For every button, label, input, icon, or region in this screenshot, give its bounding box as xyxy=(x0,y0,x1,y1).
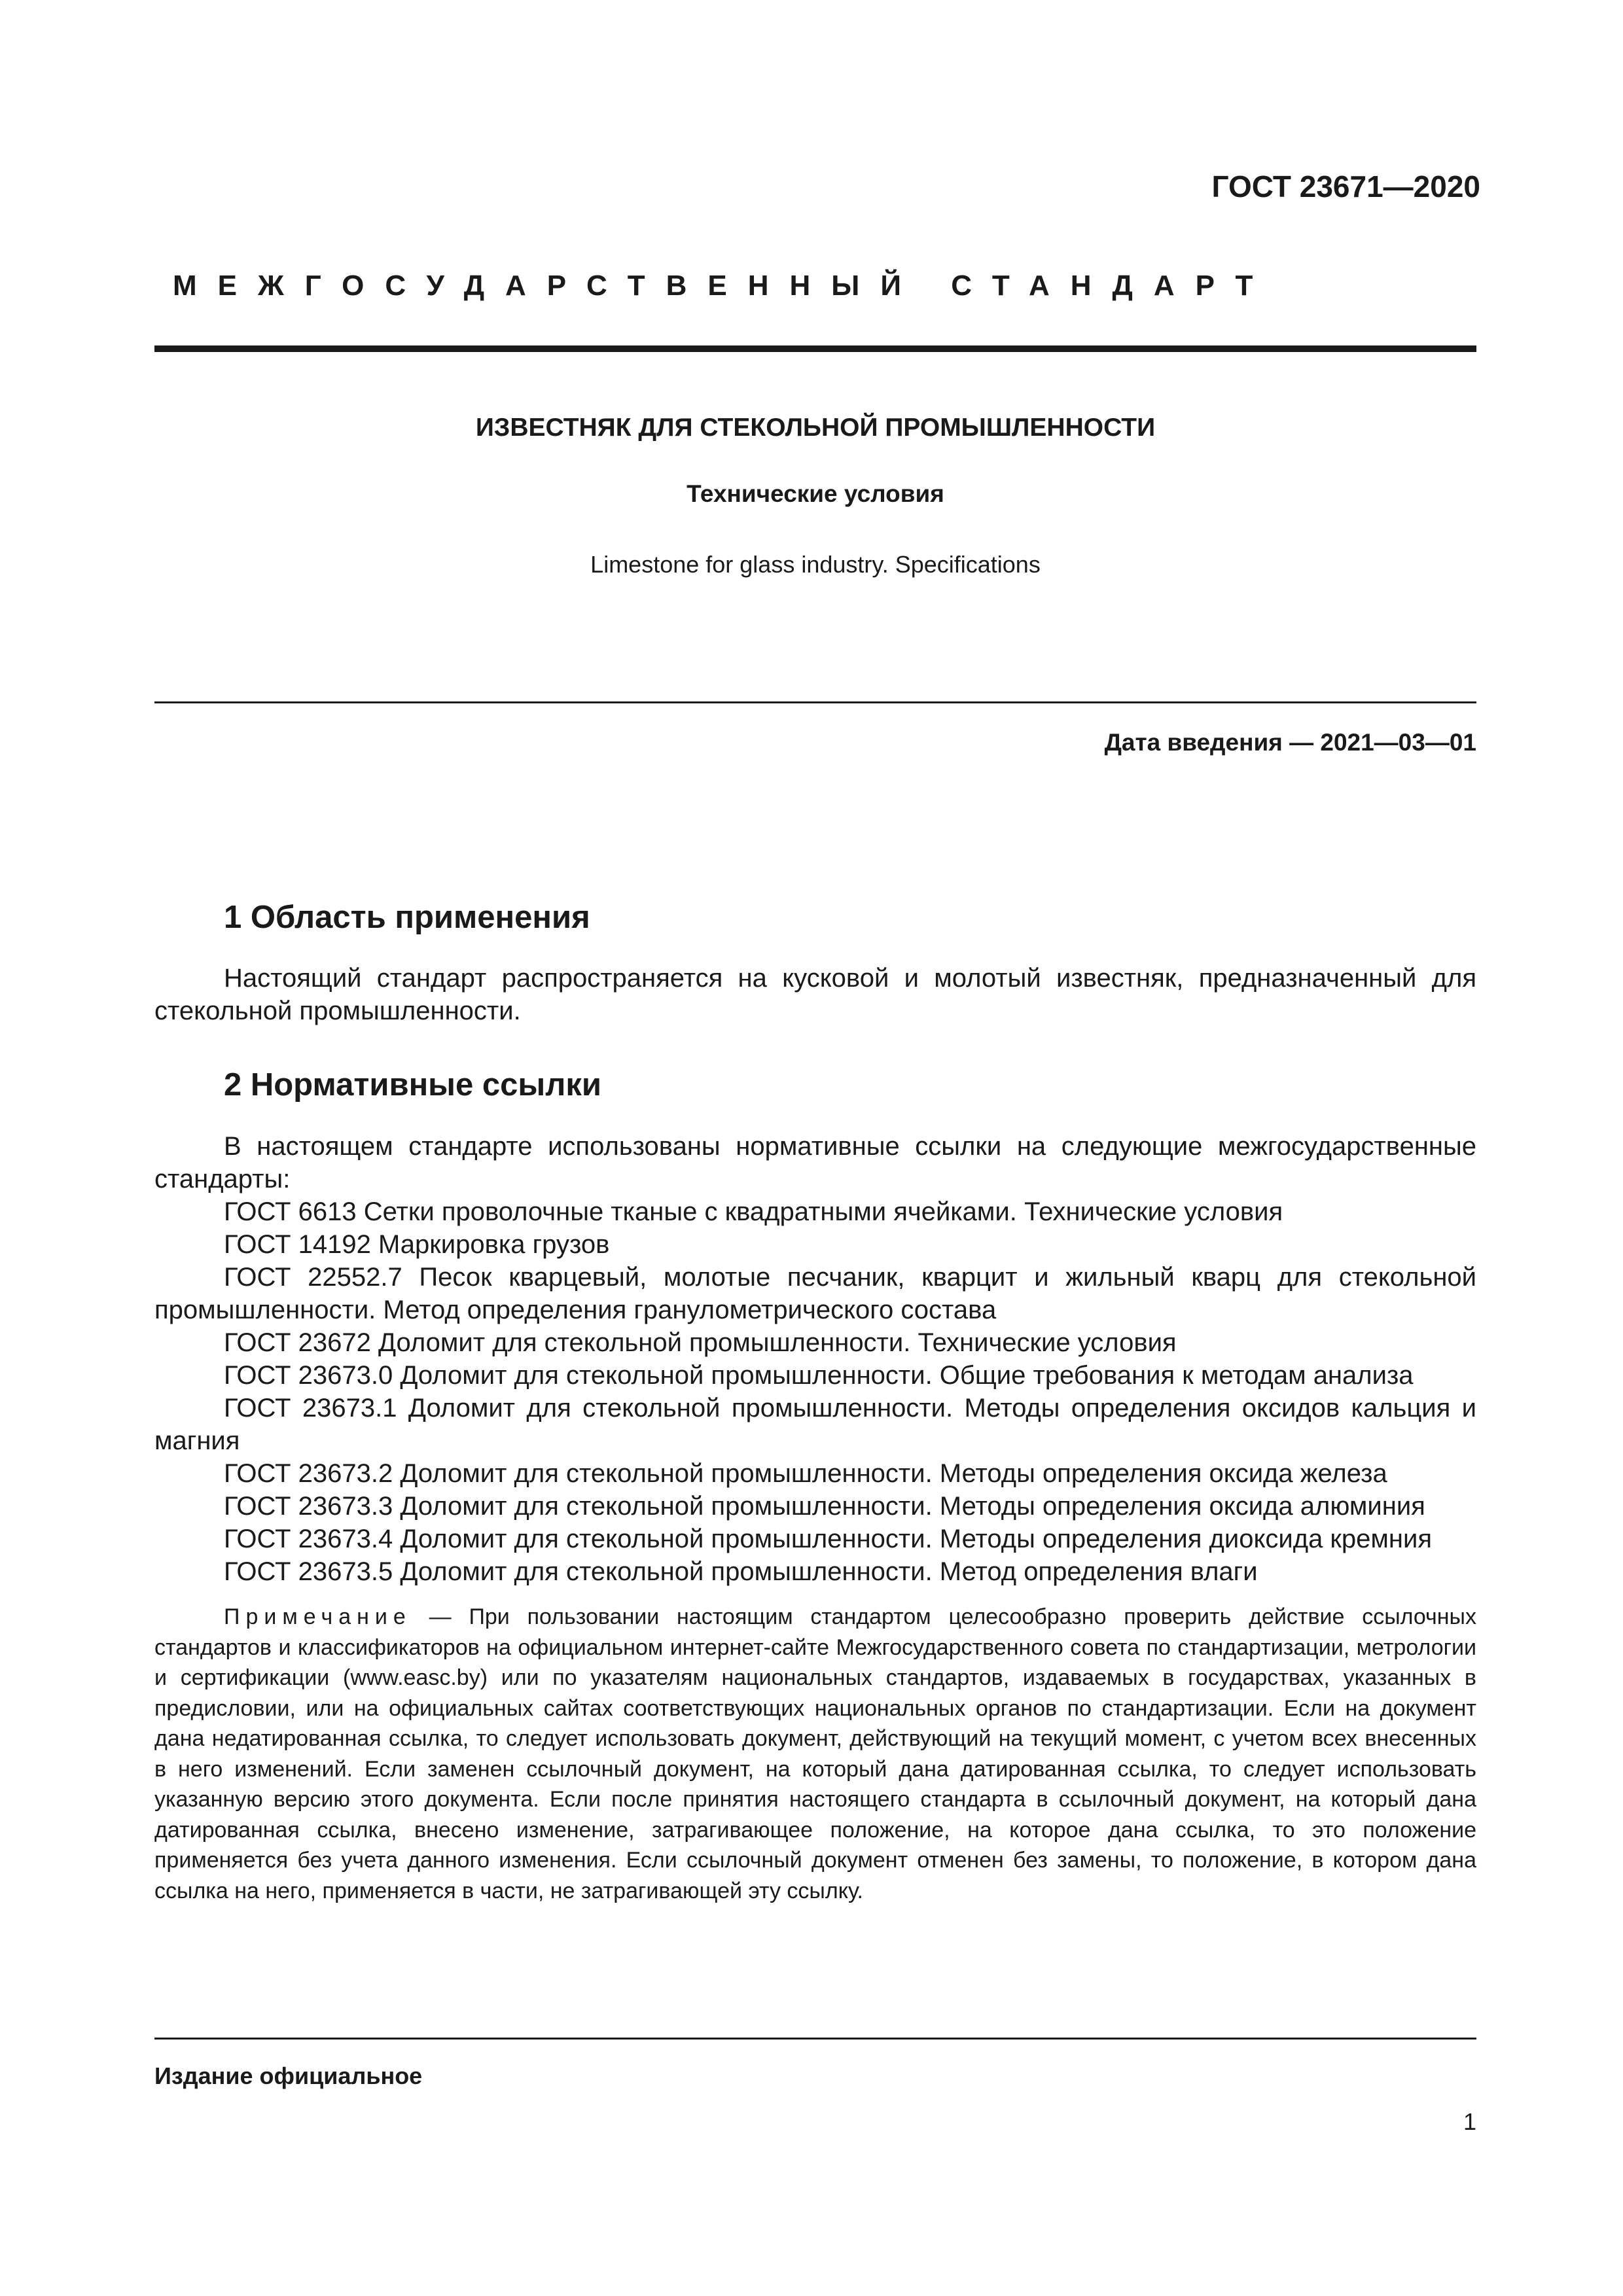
note-label: Примечание xyxy=(224,1604,412,1629)
reference-item: ГОСТ 6613 Сетки проволочные тканые с квадратными ячейками. Технические условия xyxy=(224,1197,1283,1226)
reference-item: ГОСТ 22552.7 Песок кварцевый, молотые песчаник, кварцит и жильный кварц для стекольной промышленности. Метод определения гранулометрического состава xyxy=(154,1263,1476,1324)
references-note xyxy=(154,1602,1476,1906)
document-title: ИЗВЕСТНЯК ДЛЯ СТЕКОЛЬНОЙ ПРОМЫШЛЕННОСТИ xyxy=(475,414,1156,442)
note-text: — При пользовании настоящим стандартом целесообразно проверить действие ссылочных стандартов и классификаторов на официальном интернет-сайте Межгосударственного совета по стандартизации, метрологии и сертификации (www.easc.by) или по указателям национальных стандартов, издаваемых в государствах, указанных в предисловии, или на официальных сайтах соответствующих национальных органов по стандартизации. Если на документ дана недатированная ссылка, то следует использовать документ, действующий на текущий момент, с учетом всех внесенных в него изменений. Если заменен ссылочный документ, на который дана датированная ссылка, то следует использовать указанную версию этого документа. Если после принятия настоящего стандарта в ссылочный документ, на который дана датированная ссылка, внесено изменение, затрагивающее положение, на которое дана ссылка, то это положение применяется без учета данного изменения. Если ссылочный документ отменен без замены, то положение, в котором дана ссылка на него, применяется в части, не затрагивающей эту ссылку. xyxy=(154,1604,1476,1903)
reference-item: ГОСТ 23673.0 Доломит для стекольной промышленности. Общие требования к методам анализа xyxy=(224,1361,1414,1390)
section-1-body xyxy=(154,962,1476,1027)
interstate-standard-label: МЕЖГОСУДАРСТВЕННЫЙ СТАНДАРТ xyxy=(173,270,1274,302)
official-edition-label: Издание официальное xyxy=(154,2062,423,2089)
document-subtitle: Технические условия xyxy=(687,480,944,507)
reference-item: ГОСТ 23673.1 Доломит для стекольной промышленности. Методы определения оксидов кальция и магния xyxy=(154,1394,1476,1455)
section-1-heading: 1 Область применения xyxy=(224,900,590,935)
section-1-paragraph: Настоящий стандарт распространяется на кусковой и молотый известняк, предназначенный для стекольной промышленности. xyxy=(154,964,1476,1025)
section-2-heading: 2 Нормативные ссылки xyxy=(224,1067,601,1103)
reference-item: ГОСТ 23673.2 Доломит для стекольной промышленности. Методы определения оксида железа xyxy=(224,1459,1387,1488)
section-2-body xyxy=(154,1130,1476,1588)
reference-item: ГОСТ 23673.3 Доломит для стекольной промышленности. Методы определения оксида алюминия xyxy=(224,1492,1425,1521)
reference-item: ГОСТ 23673.4 Доломит для стекольной промышленности. Методы определения диоксида кремния xyxy=(224,1525,1433,1553)
footer-divider xyxy=(154,2038,1476,2040)
document-title-english: Limestone for glass industry. Specifications xyxy=(590,551,1041,578)
document-number: ГОСТ 23671—2020 xyxy=(1211,169,1480,203)
introduction-date: Дата введения — 2021—03—01 xyxy=(1104,729,1476,756)
title-divider xyxy=(154,701,1476,703)
header-divider xyxy=(154,345,1476,352)
reference-item: ГОСТ 23672 Доломит для стекольной промышленности. Технические условия xyxy=(224,1328,1177,1357)
reference-item: ГОСТ 23673.5 Доломит для стекольной промышленности. Метод определения влаги xyxy=(224,1557,1258,1586)
page-number: 1 xyxy=(1463,2108,1476,2135)
reference-item: ГОСТ 14192 Маркировка грузов xyxy=(224,1230,610,1259)
section-2-intro: В настоящем стандарте использованы нормативные ссылки на следующие межгосударственные стандарты: xyxy=(154,1132,1476,1193)
